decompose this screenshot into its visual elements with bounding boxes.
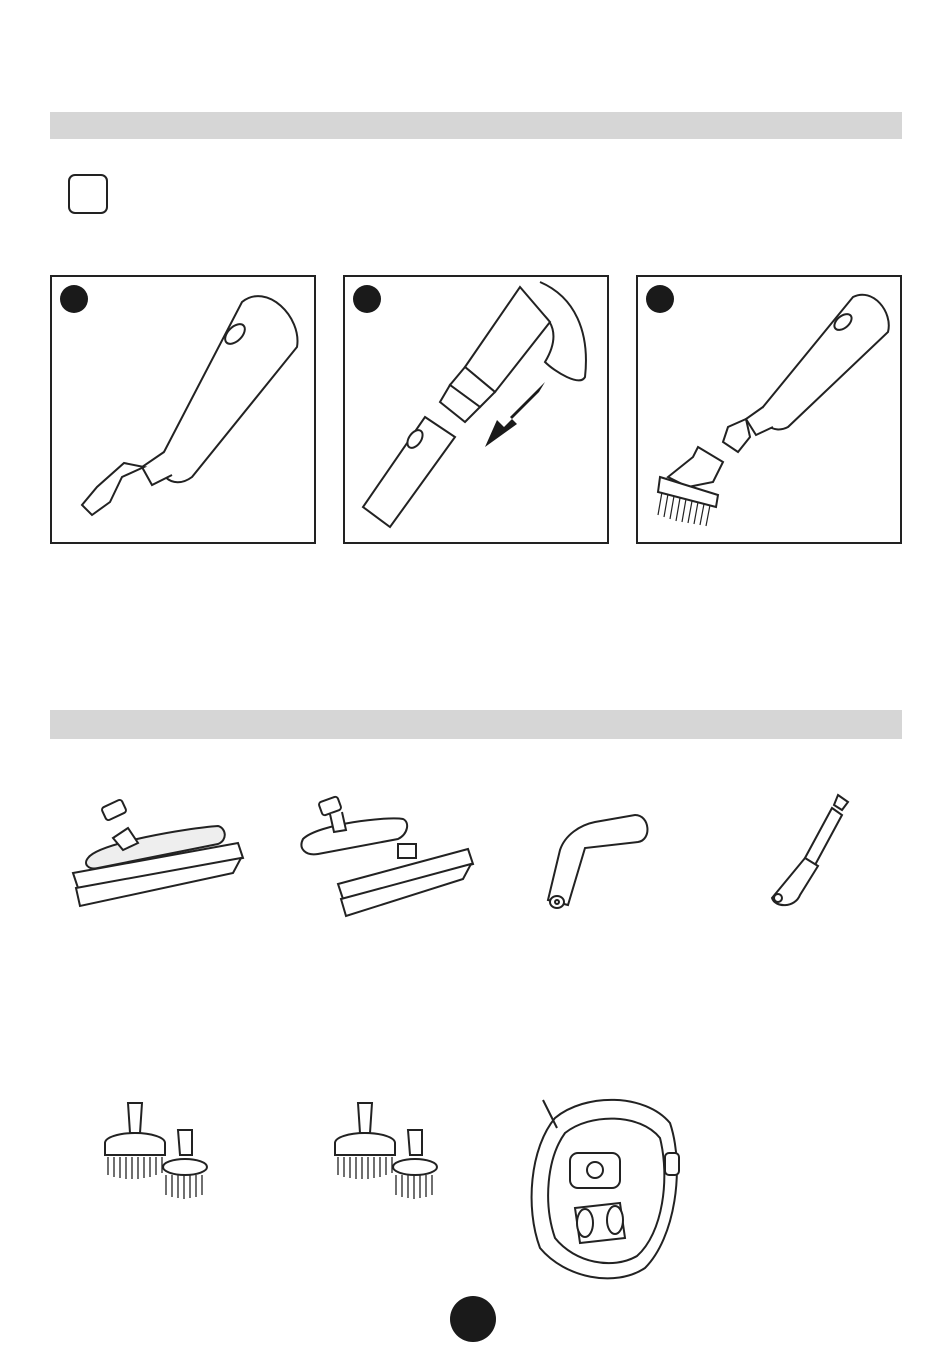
- extension-tube-connection-illustration: [345, 277, 609, 544]
- brush-attachment-illustration: [638, 277, 902, 544]
- accessory-storage-compartment-illustration: [525, 1098, 690, 1283]
- step-number-1-badge: [60, 285, 88, 313]
- section-header-bar-1: [50, 112, 902, 139]
- step-1-panel: [50, 275, 316, 544]
- concentrator-nozzle-illustration: [760, 790, 860, 915]
- step-3-panel: [636, 275, 902, 544]
- step-2-panel: [343, 275, 609, 544]
- floor-tool-illustration: [68, 788, 248, 918]
- round-brushes-illustration: [100, 1095, 230, 1205]
- step-number-2-badge: [353, 285, 381, 313]
- round-brushes-illustration-2: [330, 1095, 460, 1205]
- handle-nozzle-illustration: [52, 277, 316, 544]
- angled-nozzle-illustration: [540, 810, 655, 910]
- floor-tool-disassembled-illustration: [298, 794, 478, 924]
- note-icon: [68, 174, 108, 214]
- page-number-badge: [450, 1296, 496, 1342]
- section-header-bar-2: [50, 710, 902, 739]
- step-number-3-badge: [646, 285, 674, 313]
